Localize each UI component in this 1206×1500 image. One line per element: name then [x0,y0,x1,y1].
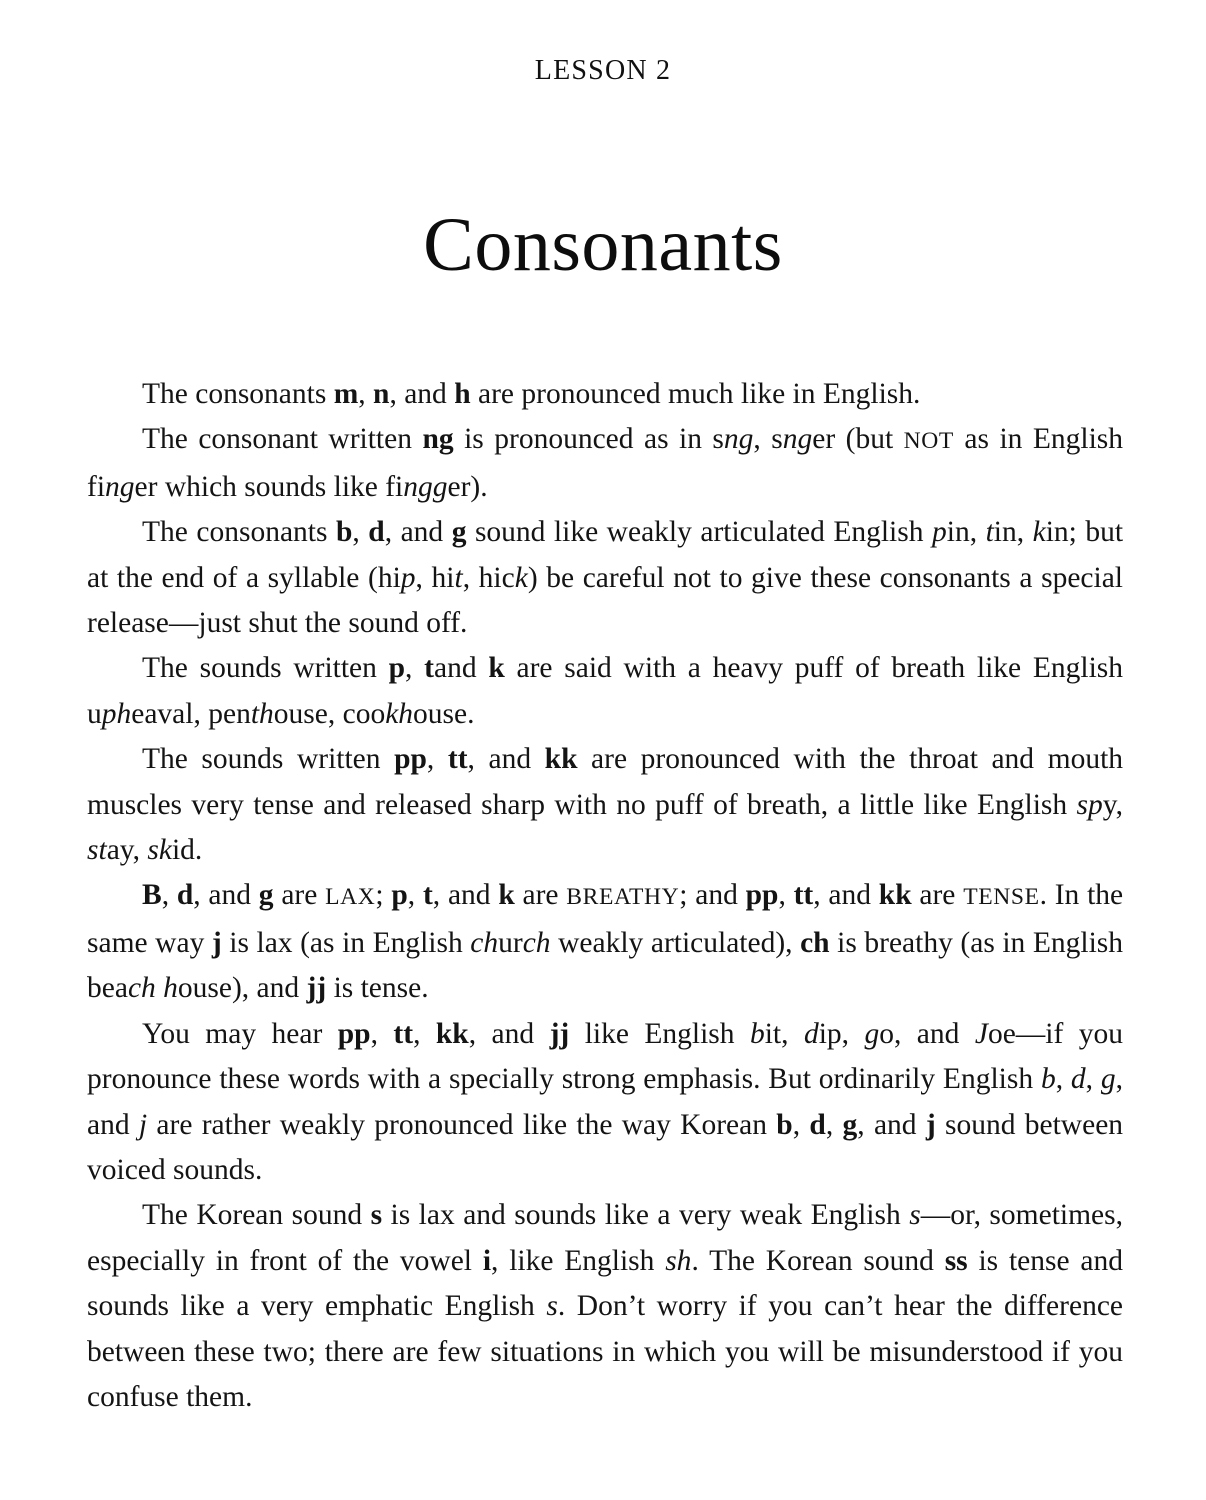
emphasis-ch: ch [470,926,499,959]
text-run: , s [753,423,783,456]
emphasis-sp: sp [1076,788,1103,821]
text-run: , [792,1108,810,1141]
text-run: ip, [818,1017,865,1050]
text-run: and [828,879,879,912]
emphasis-p: p [932,516,947,549]
paragraph-bdg [87,510,1123,646]
emphasis-th: th [250,697,274,730]
text-run: , [193,879,209,912]
text-run: is tense and sounds like a very emphatic English [87,1244,1123,1323]
emphasis-g: g [864,1017,880,1050]
emphasis-k: k [514,561,528,594]
emphasis-j: j [138,1108,148,1141]
text-run: and [873,1108,926,1141]
text-run: ; [375,879,392,912]
text-run: is lax (as in English [221,926,471,959]
phoneme-pp: pp [394,743,427,776]
text-run: The consonants [142,516,336,549]
text-run: eaval, pen [131,697,251,730]
phoneme-ng: ng [422,423,454,456]
text-run: er (but [812,423,904,456]
paragraph-pptkk [87,737,1123,873]
text-run: are pronounced with the throat and mouth muscles very tense and released sharp with no puff of breath, a little like English [87,743,1124,821]
text-run: in, [946,516,986,549]
paragraph-voiced [87,1012,1123,1194]
emphasis-b: b [1040,1063,1056,1096]
phoneme-ch: ch [800,926,830,959]
text-run: , [407,879,423,912]
phoneme-ss: ss [944,1244,968,1277]
text-run: , like English [491,1244,666,1277]
text-run: The sounds written [142,652,389,685]
text-run: are [514,879,567,912]
text-run: sound between voiced sounds. [87,1108,1124,1186]
emphasis-b: b [749,1017,765,1050]
text-run: it, [764,1017,804,1050]
emphasis-t: t [985,516,994,549]
paragraph-ptk [87,646,1123,737]
phoneme-d: d [176,879,194,912]
smallcaps-tense: TENSE [963,884,1040,911]
text-run: er which sounds like fi [134,470,404,503]
text-run: , [370,1017,394,1050]
lesson-label: LESSON 2 [534,55,672,86]
phoneme-t: t [424,652,434,685]
text-run: The consonants [142,378,334,410]
emphasis-st: st [87,834,107,867]
text-run: , [432,879,448,912]
text-run: as in English fi [87,423,1124,503]
text-run: The consonant written [142,423,423,456]
text-run: —or, sometimes, especially in front of the vowel [87,1199,1123,1277]
text-run: is breathy (as in English bea [87,926,1124,1005]
phoneme-g: g [258,879,274,912]
text-run: are pronounced much like in English. [470,378,921,410]
phoneme-kk: kk [435,1017,469,1050]
text-run: , [426,743,448,776]
emphasis-ngg: ngg [403,470,448,503]
text-run: ouse. [413,697,475,730]
phoneme-tt: tt [393,1017,414,1050]
text-run: and [434,652,489,685]
emphasis-d: d [803,1017,819,1050]
phoneme-j: j [925,1108,936,1141]
phoneme-kk: kk [878,879,912,912]
phoneme-b: b [335,516,353,549]
text-run: , [413,1017,436,1050]
text-run: . The Korean sound [691,1244,945,1277]
text-run: and [208,879,259,912]
text-run: weakly articulated), [550,926,801,959]
text-run: , [389,378,405,410]
text-run: , [161,879,177,912]
emphasis-k: k [1032,516,1046,549]
text-run: like English [569,1017,750,1050]
text-run: , [358,378,374,410]
emphasis-ng: ng [105,470,135,503]
emphasis-h: h [163,972,178,1005]
paragraph-lax-breathy-tense [87,873,1123,1011]
text-run: , [468,1017,492,1050]
text-run: , [467,743,489,776]
phoneme-k: k [488,652,505,685]
body-text [87,372,1123,1420]
text-run: and [447,879,499,912]
text-run: and [400,516,452,549]
text-run: , [1115,1063,1124,1096]
emphasis-g: g [1100,1063,1116,1096]
emphasis-sk: sk [147,834,172,867]
text-run: ) be careful not to give these consonants a special release—just shut the sound off. [87,561,1123,640]
emphasis-ch: ch [522,926,551,959]
smallcaps-breathy: BREATHY [566,884,680,911]
text-run: and [404,378,455,410]
emphasis-p: p [400,561,416,594]
page-title: Consonants [423,202,783,287]
phoneme-B: B [142,879,162,912]
phoneme-d: d [809,1108,826,1141]
text-run: y, [1102,788,1123,821]
text-run: , hic [462,561,515,594]
phoneme-tt: tt [793,879,814,912]
phoneme-g: g [451,516,467,549]
text-run: ouse), and [177,972,307,1005]
text-run: er). [447,470,488,503]
text-run: . In the same way [87,879,1124,959]
phoneme-t: t [422,879,433,912]
text-run: , [778,879,794,912]
text-run: is tense. [326,972,429,1005]
text-run: sound like weakly articulated English [466,516,932,549]
emphasis-ph: ph [101,697,132,730]
text-run: is lax and sounds like a very weak English [382,1199,910,1232]
text-run: are [273,879,326,912]
phoneme-i: i [482,1244,492,1277]
emphasis-ch: ch [127,972,156,1005]
text-run: and [491,1017,550,1050]
emphasis-s: s [909,1199,921,1232]
text-run: The Korean sound [142,1199,371,1232]
phoneme-pp: pp [745,879,779,912]
phoneme-kk: kk [544,743,578,776]
smallcaps-lax: LAX [325,884,376,911]
phoneme-p: p [391,879,408,912]
text-run: are [911,879,964,912]
emphasis-s: s [546,1290,558,1323]
text-run: are rather weakly pronounced like the way Korean [147,1108,777,1141]
phoneme-m: m [333,378,359,410]
text-run: , [825,1108,843,1141]
phoneme-tt: tt [447,743,468,776]
text-run: are said with a heavy puff of breath like English u [87,652,1124,730]
text-run: oe—if you pronounce these words with a specially strong emphasis. But ordinarily English [87,1017,1124,1096]
text-run: ay, [106,834,148,867]
text-run: , [352,516,369,549]
emphasis-J: J [974,1017,988,1050]
phoneme-jj: jj [306,972,327,1005]
paragraph-mnh [87,372,1123,417]
text-run: and [488,743,545,776]
emphasis-kh: kh [385,697,414,730]
text-run: , [857,1108,874,1141]
phoneme-k: k [498,879,515,912]
text-run: ; and [679,879,746,912]
text-run: and [87,1108,139,1141]
text-run: , [1055,1063,1071,1096]
text-run: , [405,652,425,685]
text-run: The sounds written [142,743,395,776]
phoneme-h: h [454,378,471,410]
paragraph-s-ss [87,1193,1123,1420]
phoneme-b: b [776,1108,793,1141]
text-run: in, [993,516,1033,549]
text-run: in; but at the end of a syllable (hi [87,516,1124,594]
text-run: id. [171,834,203,867]
emphasis-d: d [1070,1063,1086,1096]
text-run: ur [498,926,523,959]
text-run: ouse, coo [273,697,386,730]
phoneme-s: s [370,1199,383,1232]
text-run: , hi [415,561,455,594]
phoneme-d: d [368,516,385,549]
phoneme-g: g [842,1108,858,1141]
text-run: You may hear [142,1017,338,1050]
phoneme-jj: jj [549,1017,570,1050]
emphasis-sh: sh [665,1244,692,1277]
text-run: , [384,516,401,549]
text-run: , [1085,1063,1101,1096]
emphasis-ng: ng [782,423,813,456]
emphasis-t: t [454,561,463,594]
phoneme-j: j [211,926,222,959]
text-run: is pronounced as in s [453,423,724,456]
text-run: o, and [879,1017,975,1050]
phoneme-pp: pp [337,1017,371,1050]
paragraph-ng [87,417,1123,510]
text-run: . Don’t worry if you can’t hear the difference between these two; there are few situations in which you will be misunderstood if you confuse them. [87,1290,1124,1413]
phoneme-n: n [373,378,390,410]
smallcaps-not: NOT [903,428,954,455]
emphasis-ng: ng [723,423,754,456]
text-run: , [813,879,829,912]
phoneme-p: p [388,652,406,685]
